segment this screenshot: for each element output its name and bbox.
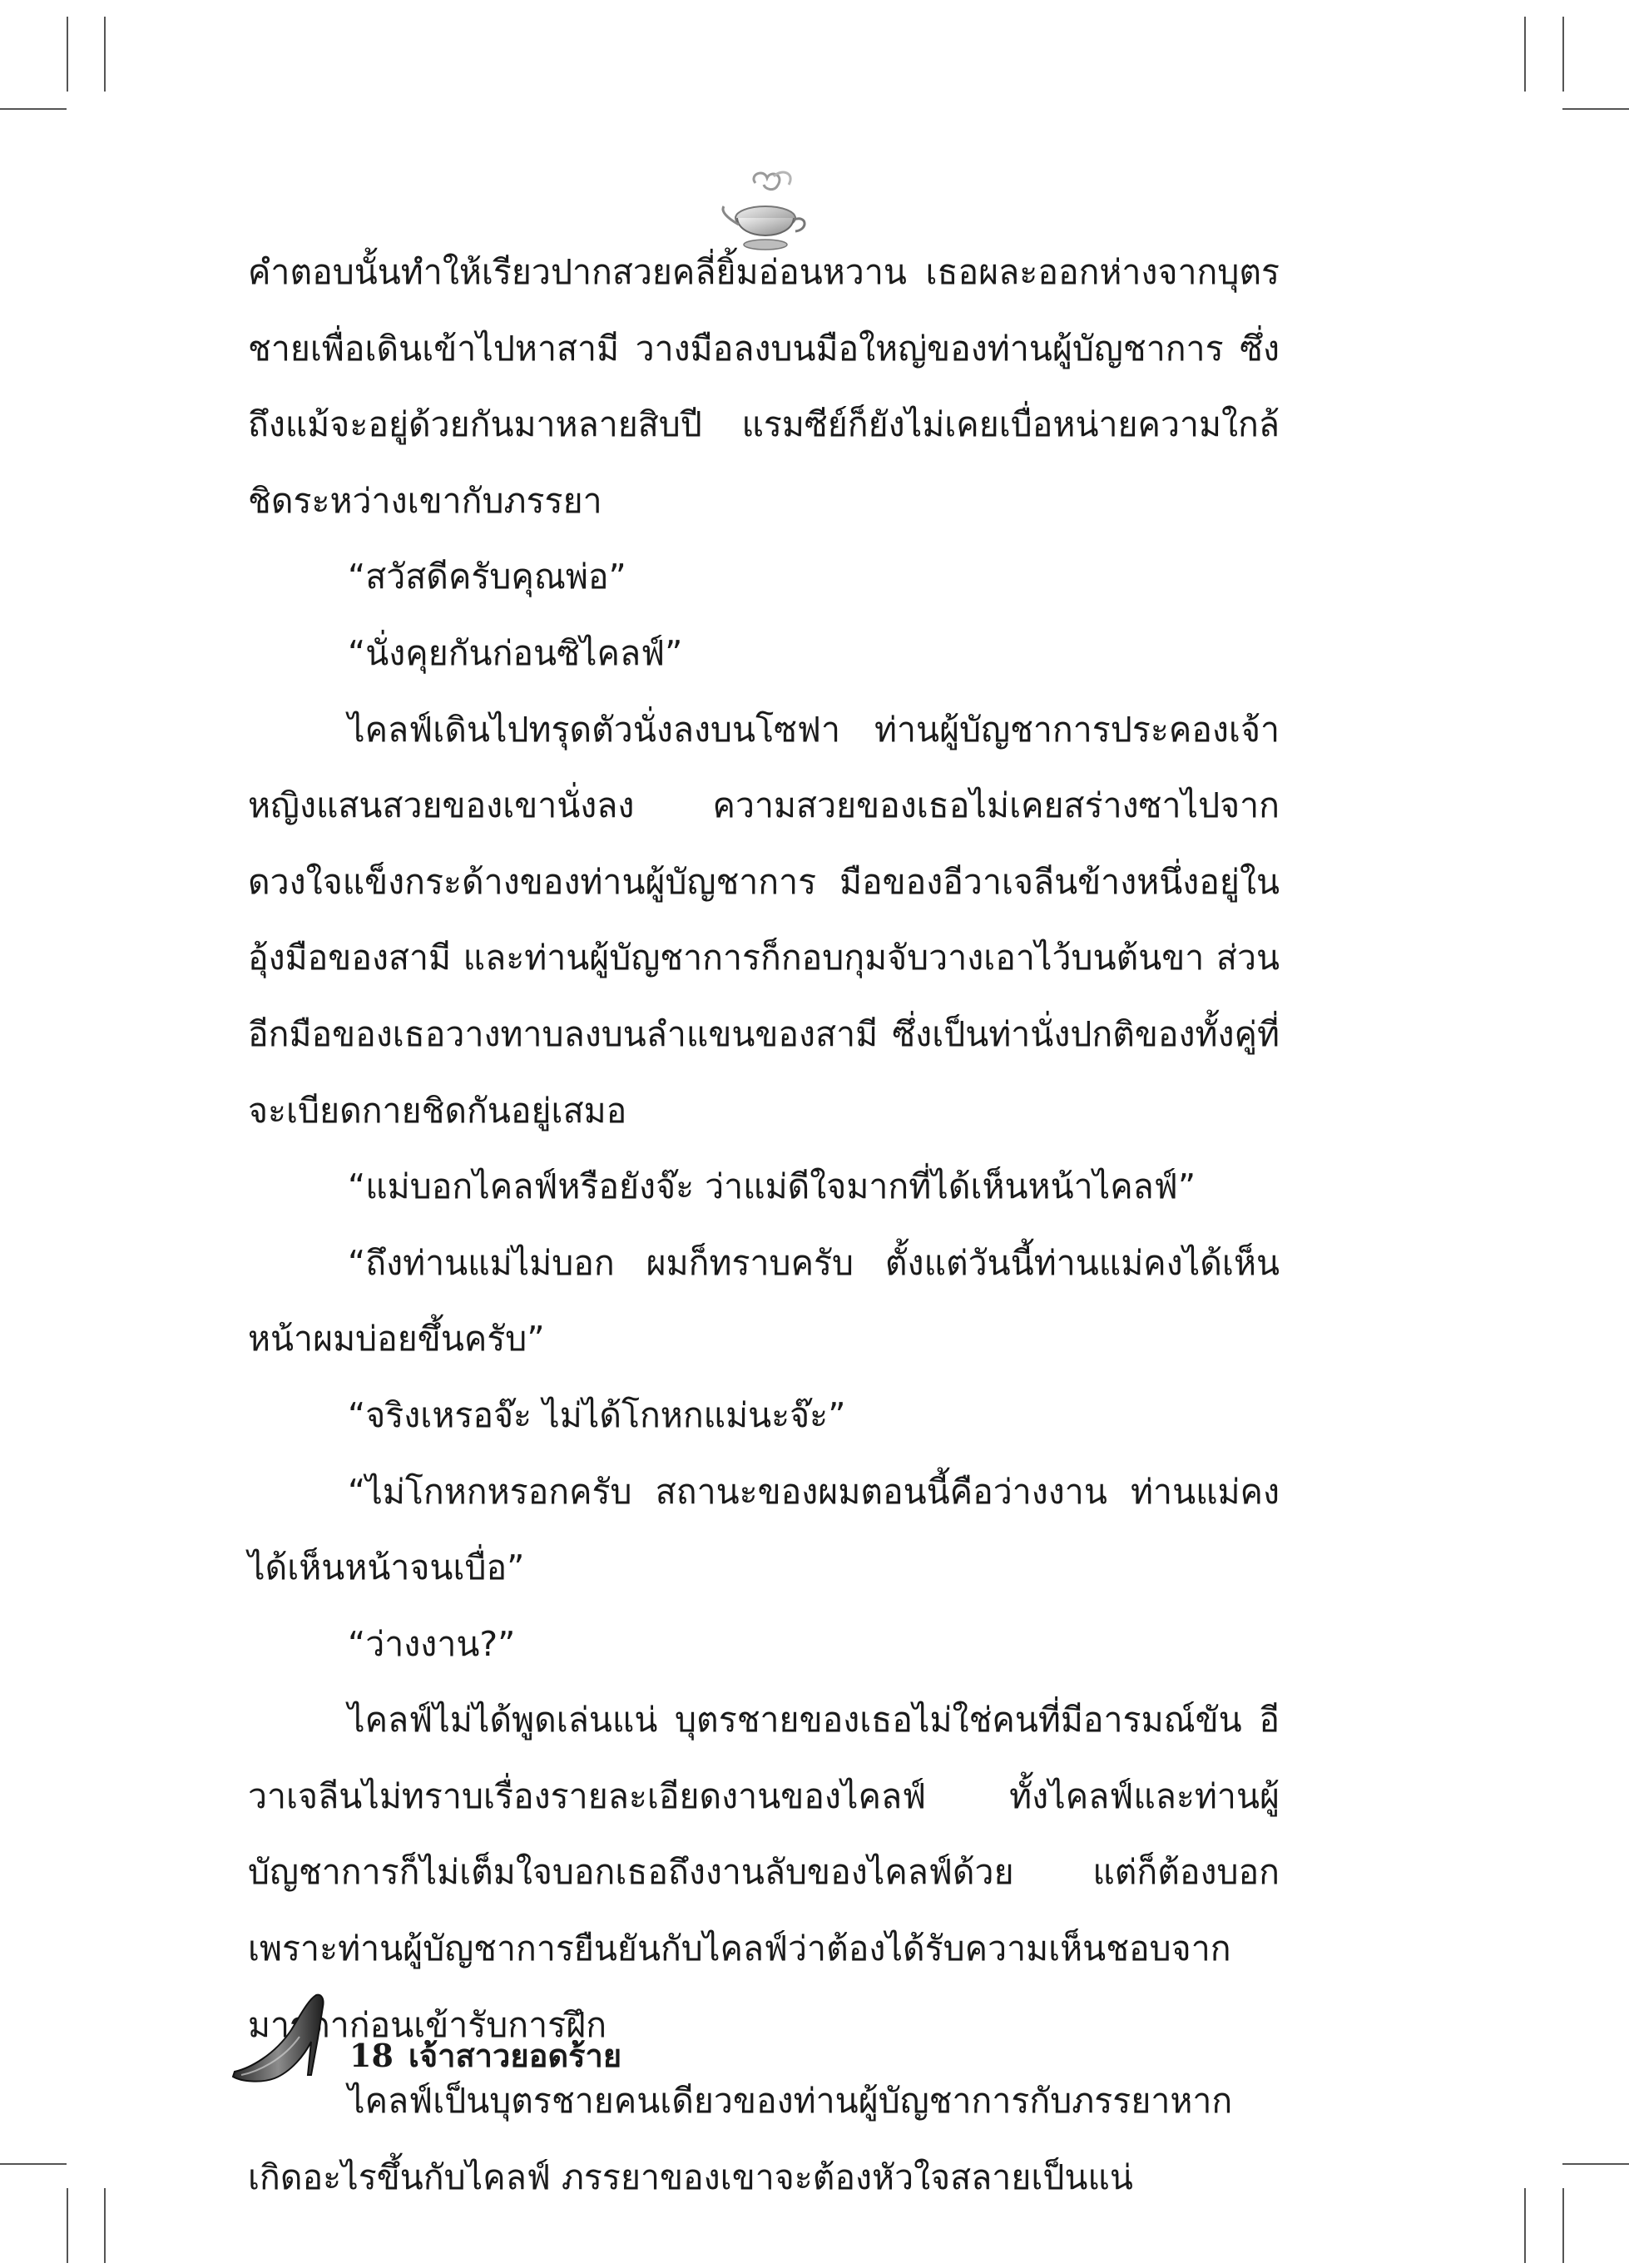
crop-mark xyxy=(1562,108,1629,110)
page-footer xyxy=(225,1988,807,2097)
crop-mark xyxy=(1562,2163,1629,2165)
crop-mark xyxy=(104,2188,106,2263)
crop-mark xyxy=(1562,2188,1564,2263)
crop-mark xyxy=(67,2188,68,2263)
paragraph: ไคลฟ์เดินไปทรุดตัวนั่งลงบนโซฟา ท่านผู้บัญชาการประคองเจ้าหญิงแสนสวยของเขานั่งลง ความสวยของเธอไม่เคยสร่างซาไปจากดวงใจแข็งกระด้างของท่านผู้บัญชาการ มือของอีวาเจลีนข้างหนึ่งอยู่ในอุ้งมือของสามี และท่านผู้บัญชาการก็กอบกุมจับวางเอาไว้บนต้นขา ส่วนอีกมือของเธอวางทาบลงบนลำแขนของสามี ซึ่งเป็นท่านั่งปกติของทั้งคู่ที่จะเบียดกายชิดกันอยู่เสมอ xyxy=(248,709,1280,1131)
paragraph: “ถึงท่านแม่ไม่บอก ผมก็ทราบครับ ตั้งแต่วันนี้ท่านแม่คงได้เห็นหน้าผมบ่อยขึ้นครับ” xyxy=(248,1242,1280,1359)
crop-mark xyxy=(1524,2188,1526,2263)
paragraph: ไคลฟ์เป็นบุตรชายคนเดียวของท่านผู้บัญชาการกับภรรยาหากเกิดอะไรขึ้นกับไคลฟ์ ภรรยาของเขาจะต้องหัวใจสลายเป็นแน่ xyxy=(248,2081,1233,2197)
crop-mark xyxy=(0,108,67,110)
high-heel-shoe-icon xyxy=(225,1988,333,2088)
folio xyxy=(349,2030,636,2081)
crop-mark xyxy=(67,17,68,92)
paragraph: “สวัสดีครับคุณพ่อ” xyxy=(348,557,626,597)
paragraph: “จริงเหรอจ๊ะ ไม่ได้โกหกแม่นะจ๊ะ” xyxy=(348,1394,846,1435)
paragraph: ไคลฟ์ไม่ได้พูดเล่นแน่ บุตรชายของเธอไม่ใช่คนที่มีอารมณ์ขัน อีวาเจลีนไม่ทราบเรื่องรายละเอียดงานของไคลฟ์ ทั้งไคลฟ์และท่านผู้บัญชาการก็ไม่เต็มใจบอกเธอถึงงานลับของไคลฟ์ด้วย แต่ก็ต้องบอกเพราะท่านผู้บัญชาการยืนยันกับไคลฟ์ว่าต้องได้รับความเห็นชอบจากมารดาก่อนเข้ารับการฝึก xyxy=(248,1700,1280,2045)
paragraph: “ไม่โกหกหรอกครับ สถานะของผมตอนนี้คือว่างงาน ท่านแม่คงได้เห็นหน้าจนเบื่อ” xyxy=(248,1471,1280,1588)
crop-mark xyxy=(1562,17,1564,92)
paragraph: “ว่างงาน?” xyxy=(348,1623,516,1664)
body-text xyxy=(248,235,1280,2216)
paragraph: คำตอบนั้นทำให้เรียวปากสวยคลี่ยิ้มอ่อนหวาน เธอผละออกห่างจากบุตรชายเพื่อเดินเข้าไปหาสามี วางมือลงบนมือใหญ่ของท่านผู้บัญชาการ ซึ่งถึงแม้จะอยู่ด้วยกันมาหลายสิบปี แรมซีย์ก็ยังไม่เคยเบื่อหน่ายความใกล้ชิดระหว่างเขากับภรรยา xyxy=(248,252,1280,521)
crop-mark xyxy=(0,2163,67,2165)
crop-mark xyxy=(104,17,106,92)
paragraph: “แม่บอกไคลฟ์หรือยังจ๊ะ ว่าแม่ดีใจมากที่ได้เห็นหน้าไคลฟ์” xyxy=(348,1166,1196,1207)
crop-mark xyxy=(1524,17,1526,92)
book-title: เจ้าสาวยอดร้าย xyxy=(408,2037,622,2074)
paragraph: “นั่งคุยกันก่อนซิไคลฟ์” xyxy=(348,632,683,673)
page-number: 18 xyxy=(349,2037,394,2074)
